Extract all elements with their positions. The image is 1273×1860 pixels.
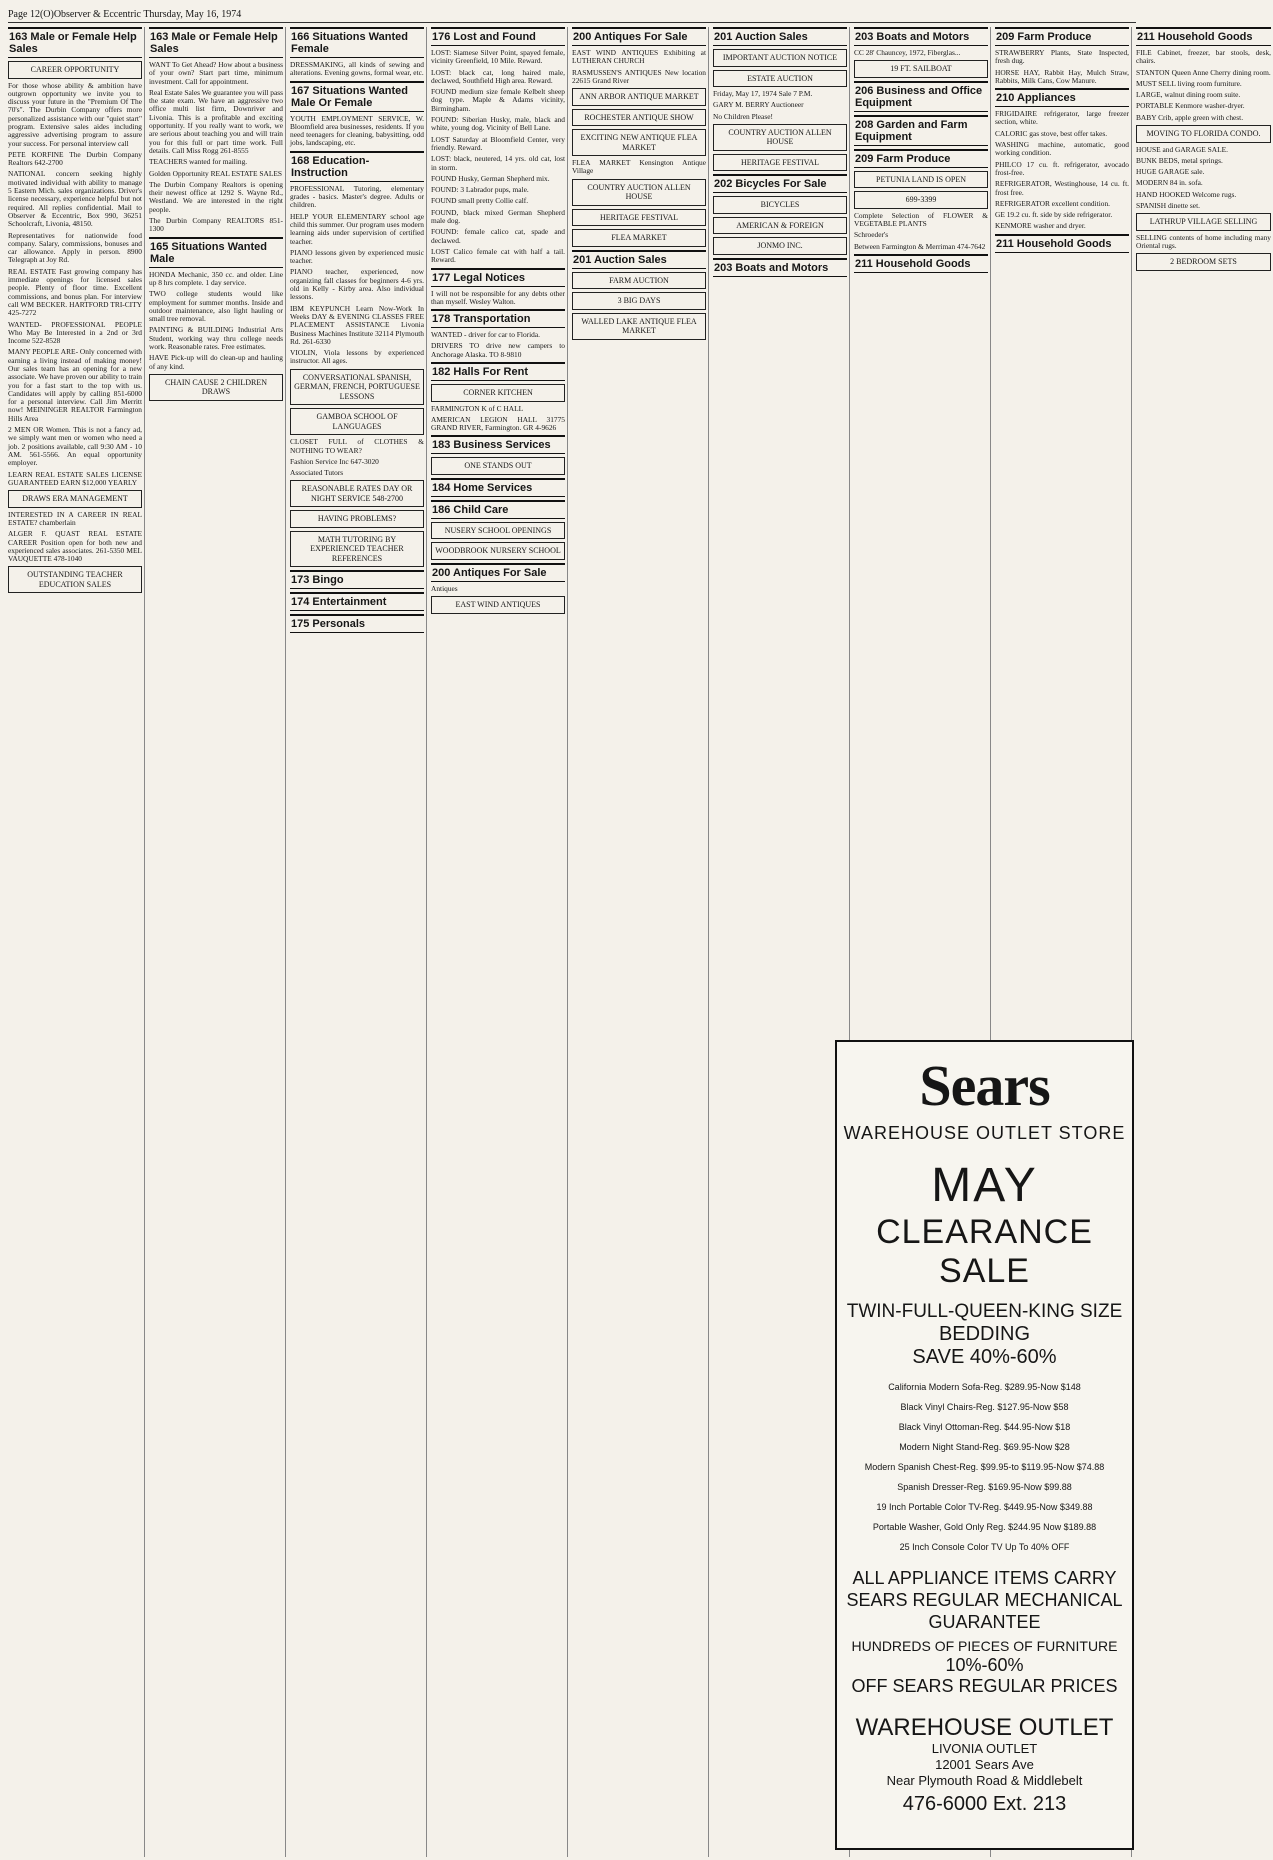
classified-column <box>431 27 568 1857</box>
section-header: 211 Household Goods <box>1136 27 1271 46</box>
classified-ad: REFRIGERATOR, Westinghouse, 14 cu. ft. frost free. <box>995 179 1129 197</box>
classified-column <box>149 27 286 1857</box>
classified-ad: WANTED- PROFESSIONAL PEOPLE Who May Be Interested in a 2nd or 3rd Income 522-8528 <box>8 319 142 346</box>
classified-ad: CALORIC gas stove, best offer takes. <box>995 128 1108 138</box>
classified-ad: MODERN 84 in. sofa. <box>1136 178 1203 188</box>
display-ad: FLEA MARKET <box>572 229 706 247</box>
display-ad: NUSERY SCHOOL OPENINGS <box>431 522 565 540</box>
display-ad: EXCITING NEW ANTIQUE FLEA MARKET <box>572 129 706 156</box>
classified-ad: HAVE Pick-up will do clean-up and hauling of any kind. <box>149 353 283 371</box>
section-header: 210 Appliances <box>995 88 1129 107</box>
display-ad: HERITAGE FESTIVAL <box>713 154 847 172</box>
sears-phone: 476-6000 Ext. 213 <box>902 1793 1067 1815</box>
classified-ad: BUNK BEDS, metal springs. <box>1136 155 1223 165</box>
classified-ad: HELP YOUR ELEMENTARY school age child this summer. Our program uses modern learning aids under supervision of certified teacher. <box>290 211 424 246</box>
display-ad: DRAWS ERA MANAGEMENT <box>8 490 142 508</box>
section-header: 200 Antiques For Sale <box>572 27 706 46</box>
classified-ad: PORTABLE Kenmore washer-dryer. <box>1136 101 1245 111</box>
classified-ad: BABY Crib, apple green with chest. <box>1136 112 1244 122</box>
classified-ad: HORSE HAY, Rabbit Hay, Mulch Straw, Rabbits, Milk Cans, Cow Manure. <box>995 67 1129 85</box>
sears-bedding: BEDDING <box>938 1323 1031 1345</box>
classified-ad: Friday, May 17, 1974 Sale 7 P.M. <box>713 89 813 98</box>
sears-directions: Near Plymouth Road & Middlebelt <box>886 1773 1083 1788</box>
sears-item: Spanish Dresser-Reg. $169.95-Now $99.88 <box>897 1482 1072 1492</box>
classified-ad: FOUND, black mixed German Shepherd male dog. <box>431 207 565 226</box>
classified-ad: LOST: Siamese Silver Point, spayed female, vicinity Greenfield, 10 Mile. Reward. <box>431 48 565 66</box>
section-header: 186 Child Care <box>431 500 565 519</box>
display-ad: CONVERSATIONAL SPANISH, GERMAN, FRENCH, PORTUGUESE LESSONS <box>290 369 424 406</box>
section-header: 168 Education-Instruction <box>290 151 424 182</box>
classified-column <box>713 27 850 1857</box>
classified-column <box>8 27 145 1857</box>
display-ad: 19 FT. SAILBOAT <box>854 60 988 78</box>
classified-ad: TEACHERS wanted for mailing. <box>149 157 248 167</box>
classified-ad: GARY M. BERRY Auctioneer <box>713 100 804 110</box>
classified-ad: WASHING machine, automatic, good working condition. <box>995 140 1129 158</box>
section-header: 211 Household Goods <box>854 254 988 273</box>
classified-ad: HOUSE and GARAGE SALE. <box>1136 144 1228 154</box>
classified-column <box>572 27 709 1857</box>
display-ad: MOVING TO FLORIDA CONDO. <box>1136 125 1271 143</box>
classified-ad: HAND HOOKED Welcome rugs. <box>1136 189 1237 199</box>
sears-store-line: WAREHOUSE OUTLET STORE <box>843 1123 1126 1143</box>
classified-ad: HONDA Mechanic, 350 cc. and older. Line up 8 hrs complete. 1 day service. <box>149 269 283 287</box>
sears-advertisement <box>835 1040 1134 1850</box>
section-header: 209 Farm Produce <box>854 149 988 168</box>
display-ad: BICYCLES <box>713 196 847 214</box>
sears-item: Modern Spanish Chest-Reg. $99.95-to $119.95-Now $74.88 <box>864 1462 1105 1472</box>
section-header: 201 Auction Sales <box>572 250 706 269</box>
sears-item: Black Vinyl Ottoman-Reg. $44.95-Now $18 <box>898 1422 1071 1432</box>
classified-ad: PIANO teacher, experienced, now organizing fall classes for beginners 4-6 yrs. old in Kelly - Kirby area. Also individual lessons. <box>290 267 424 302</box>
classified-ad: FOUND: female calico cat, spade and declawed. <box>431 227 565 245</box>
classified-ad: NATIONAL concern seeking highly motivated individual with ability to manage 5 Eastern Mich. sales organizations. Driver's license necessary, experience helpful but not required. All replies confidential. Mail to Observer & Eccentric, Box 990, 36251 Schoolcraft, Livonia, 48150. <box>8 169 142 229</box>
display-ad: WOODBROOK NURSERY SCHOOL <box>431 542 565 560</box>
display-ad: AMERICAN & FOREIGN <box>713 217 847 235</box>
display-ad: WALLED LAKE ANTIQUE FLEA MARKET <box>572 313 706 340</box>
classified-ad: Golden Opportunity REAL ESTATE SALES <box>149 168 282 178</box>
sears-logo: Sears <box>919 1053 1050 1118</box>
display-ad: 2 BEDROOM SETS <box>1136 253 1271 271</box>
classified-ad: EAST WIND ANTIQUES Exhibiting at LUTHERAN CHURCH <box>572 48 706 66</box>
sears-sizes: TWIN-FULL-QUEEN-KING SIZE <box>846 1301 1123 1322</box>
classified-ad: No Children Please! <box>713 111 773 121</box>
classified-ad: PAINTING & BUILDING Industrial Arts Student, working way thru college needs work. Reasonable rates. Free estimates. <box>149 325 283 352</box>
classified-ad: DRESSMAKING, all kinds of sewing and alterations. Evening gowns, formal wear, etc. <box>290 60 424 78</box>
classified-ad: FOUND small pretty Collie calf. <box>431 196 529 206</box>
display-ad: CORNER KITCHEN <box>431 384 565 402</box>
classified-ad: Associated Tutors <box>290 468 344 478</box>
masthead: Page 12(O)Observer & Eccentric Thursday, May 16, 1974 <box>8 8 1136 23</box>
section-header: 184 Home Services <box>431 478 565 497</box>
classified-ad: FOUND medium size female Kelbelt sheep dog type. Maple & Adams vicinity, Birmingham. <box>431 87 565 113</box>
classified-ad: IBM KEYPUNCH Learn Now-Work In Weeks DAY & EVENING CLASSES FREE PLACEMENT ASSISTANCE Livonia Business Machines Institute 32114 Plymouth Rd. 261-6330 <box>290 303 424 346</box>
display-ad: 699-3399 <box>854 191 988 209</box>
sears-address: 12001 Sears Ave <box>935 1757 1034 1772</box>
sears-item: Black Vinyl Chairs-Reg. $127.95-Now $58 <box>900 1402 1069 1412</box>
classified-ad: SELLING contents of home including many Oriental rugs. <box>1136 232 1271 251</box>
section-header: 200 Antiques For Sale <box>431 563 565 582</box>
classified-ad: PHILCO 17 cu. ft. refrigerator, avocado frost-free. <box>995 159 1129 177</box>
classified-ad: The Durbin Company Realtors is opening their newest office at 1292 S. Wayne Rd., Westland. We are interested in the right people. <box>149 179 283 214</box>
classified-ad: FRIGIDAIRE refrigerator, large freezer section, white. <box>995 109 1129 127</box>
display-ad: EAST WIND ANTIQUES <box>431 596 565 614</box>
section-header: 163 Male or Female Help Sales <box>8 27 142 58</box>
classified-ad: Real Estate Sales We guarantee you will pass the state exam. We have an aggressive two office multi list firm, Downriver and Livonia. This is a profitable and exciting opportunity. If you really want to work, we are serious about teaching you and will train you for this full or part time work. Full details. Call Miss Rogg 261-8555 <box>149 87 283 155</box>
display-ad: MATH TUTORING BY EXPERIENCED TEACHER REFERENCES <box>290 531 424 568</box>
classified-ad: WANTED - driver for car to Florida. <box>431 330 540 340</box>
section-header: 183 Business Services <box>431 435 565 454</box>
classified-ad: RASMUSSEN'S ANTIQUES New location 22615 Grand River <box>572 67 706 85</box>
classified-ad: REAL ESTATE Fast growing company has immediate openings for licensed sales people. Plenty of floor time. Excellent commissions, and bonus plan. For interview call WM BECKER. HARTFORD TRI-CITY 425-7272 <box>8 266 142 318</box>
classified-ad: CLOSET FULL of CLOTHES & NOTHING TO WEAR? <box>290 437 424 455</box>
section-header: 165 Situations Wanted Male <box>149 237 283 268</box>
classified-ad: LOST: black cat, long haired male, declawed, Southfield High area. Reward. <box>431 67 565 85</box>
classified-ad: LOST Saturday at Bloomfield Center, very friendly. Reward. <box>431 134 565 152</box>
sears-item: 19 Inch Portable Color TV-Reg. $449.95-Now $349.88 <box>876 1502 1093 1512</box>
sears-outlet-title: WAREHOUSE OUTLET <box>855 1714 1114 1741</box>
display-ad: HAVING PROBLEMS? <box>290 510 424 528</box>
display-ad: LATHRUP VILLAGE SELLING <box>1136 213 1271 231</box>
display-ad: CAREER OPPORTUNITY <box>8 61 142 79</box>
sears-outlet-name: LIVONIA OUTLET <box>931 1741 1038 1756</box>
classified-ad: VIOLIN, Viola lessons by experienced instructor. All ages. <box>290 348 424 366</box>
classified-ad: FARMINGTON K of C HALL <box>431 403 524 413</box>
sears-item: Portable Washer, Gold Only Reg. $244.95 Now $189.88 <box>872 1522 1097 1532</box>
sears-furniture-line: HUNDREDS OF PIECES OF FURNITURE <box>851 1638 1118 1654</box>
display-ad: PETUNIA LAND IS OPEN <box>854 171 988 189</box>
section-header: 173 Bingo <box>290 570 424 589</box>
display-ad: COUNTRY AUCTION ALLEN HOUSE <box>713 124 847 151</box>
section-header: 178 Transportation <box>431 309 565 328</box>
sears-item-list <box>847 1377 1122 1557</box>
sears-clearance: CLEARANCE SALE <box>876 1213 1093 1290</box>
sears-appliance-guarantee: ALL APPLIANCE ITEMS CARRY SEARS REGULAR MECHANICAL GUARANTEE <box>846 1568 1123 1632</box>
classified-ad: PIANO lessons given by experienced music teacher. <box>290 247 424 266</box>
classified-ad: SPANISH dinette set. <box>1136 201 1200 211</box>
display-ad: CHAIN CAUSE 2 CHILDREN DRAWS <box>149 374 283 401</box>
classified-ad: FOUND: Siberian Husky, male, black and white, young dog. Vicinity of Bell Lane. <box>431 115 565 133</box>
classified-ad: AMERICAN LEGION HALL 31775 GRAND RIVER, Farmington. GR 4-9626 <box>431 414 565 433</box>
display-ad: FARM AUCTION <box>572 272 706 290</box>
classified-ad: 2 MEN OR Women. This is not a fancy ad, we simply want men or women who need a job. 2 positions available, call 9:30 AM - 10 AM. 561-5566. An equal opportunity employer. <box>8 425 142 468</box>
classified-column <box>1136 27 1273 1857</box>
classified-ad: PETE KORFINE The Durbin Company Realtors 642-2700 <box>8 149 142 168</box>
classified-ad: LEARN REAL ESTATE SALES LICENSE GUARANTEED EARN $12,000 YEARLY <box>8 469 142 487</box>
classified-ad: I will not be responsible for any debts other than myself. Wesley Walton. <box>431 288 565 306</box>
classified-ad: Schroeder's <box>854 230 889 240</box>
display-ad: JONMO INC. <box>713 237 847 255</box>
classified-ad: DRIVERS TO drive new campers to Anchorage Alaska. TO 8-9810 <box>431 341 565 359</box>
classified-ad: INTERESTED IN A CAREER IN REAL ESTATE? chamberlain <box>8 509 142 527</box>
display-ad: 3 BIG DAYS <box>572 292 706 310</box>
display-ad: REASONABLE RATES DAY OR NIGHT SERVICE 548-2700 <box>290 480 424 507</box>
section-header: 175 Personals <box>290 614 424 633</box>
section-header: 206 Business and Office Equipment <box>854 81 988 112</box>
classified-ad: WANT To Get Ahead? How about a business of your own? Start part time, minimum investment. Call for appointment. <box>149 60 283 86</box>
classified-ad: For those whose ability & ambition have outgrown opportunity we invite you to discuss your future in the "Premium Of The 70's". The Durbin Company offers more personalized assistance with our "quiet start" program. Extensive sales aides including aggressive advertising program to assure your success. For personal interview call <box>8 80 142 148</box>
section-header: 209 Farm Produce <box>995 27 1129 46</box>
classified-ad: LARGE, walnut dining room suite. <box>1136 90 1241 100</box>
section-header: 163 Male or Female Help Sales <box>149 27 283 58</box>
display-ad: HERITAGE FESTIVAL <box>572 209 706 227</box>
section-header: 203 Boats and Motors <box>854 27 988 46</box>
sears-month: MAY <box>931 1159 1038 1212</box>
classified-ad: Antiques <box>431 583 458 593</box>
classified-ad: PROFESSIONAL Tutoring, elementary grades - basics. Master's degree. Adults or children. <box>290 183 424 210</box>
classified-ad: REFRIGERATOR excellent condition. <box>995 198 1111 208</box>
classified-ad: FOUND Husky, German Shepherd mix. <box>431 173 550 183</box>
section-header: 202 Bicycles For Sale <box>713 174 847 193</box>
display-ad: ROCHESTER ANTIQUE SHOW <box>572 109 706 127</box>
classified-ad: Complete Selection of FLOWER & VEGETABLE PLANTS <box>854 210 988 229</box>
classified-ad: MUST SELL living room furniture. <box>1136 78 1242 88</box>
classified-ad: MANY PEOPLE ARE- Only concerned with earning a living instead of making money! Our sales team has an opening for a new associate. We have proven our ability to train you for a fast start to the top with us. Candidates will apply by calling 851-6000 for a personal interview. Call Jim Merritt now! MEININGER REALTOR Farmington Hills Area <box>8 347 142 423</box>
classified-ad: CC 28' Chauncey, 1972, Fiberglas... <box>854 48 961 57</box>
section-header: 211 Household Goods <box>995 234 1129 253</box>
section-header: 166 Situations Wanted Female <box>290 27 424 58</box>
classified-ad: HUGE GARAGE sale. <box>1136 167 1205 177</box>
display-ad: GAMBOA SCHOOL OF LANGUAGES <box>290 408 424 435</box>
sears-savings: SAVE 40%-60% <box>912 1346 1057 1368</box>
section-header: 208 Garden and Farm Equipment <box>854 115 988 146</box>
display-ad: IMPORTANT AUCTION NOTICE <box>713 49 847 67</box>
sears-item: 25 Inch Console Color TV Up To 40% OFF <box>899 1542 1070 1552</box>
section-header: 167 Situations Wanted Male Or Female <box>290 81 424 112</box>
display-ad: ANN ARBOR ANTIQUE MARKET <box>572 88 706 106</box>
section-header: 177 Legal Notices <box>431 268 565 287</box>
sears-item: California Modern Sofa-Reg. $289.95-Now $148 <box>888 1382 1081 1392</box>
section-header: 174 Entertainment <box>290 592 424 611</box>
display-ad: COUNTRY AUCTION ALLEN HOUSE <box>572 179 706 206</box>
section-header: 182 Halls For Rent <box>431 362 565 381</box>
classified-ad: STRAWBERRY Plants, State Inspected, fresh dug. <box>995 48 1129 66</box>
classified-ad: TWO college students would like employment for summer months. Inside and outdoor maintenance, also light hauling or small tree removal. <box>149 289 283 324</box>
classified-ad: YOUTH EMPLOYMENT SERVICE, W. Bloomfield area businesses, residents. If you need teenagers for cleaning, babysitting, odd jobs, landscaping, etc. <box>290 113 424 148</box>
classified-ad: FOUND: 3 Labrador pups, male. <box>431 185 529 195</box>
sears-percent: 10%-60% <box>945 1655 1024 1675</box>
classified-ad: The Durbin Company REALTORS 851-1300 <box>149 216 283 234</box>
display-ad: ESTATE AUCTION <box>713 70 847 88</box>
section-header: 176 Lost and Found <box>431 27 565 46</box>
classified-ad: Between Farmington & Merriman 474-7642 <box>854 241 986 251</box>
section-header: 201 Auction Sales <box>713 27 847 46</box>
classified-ad: FLEA MARKET Kensington Antique Village <box>572 158 706 176</box>
section-header: 203 Boats and Motors <box>713 258 847 277</box>
classified-ad: LOST: black, neutered, 14 yrs. old cat, lost in storm. <box>431 154 565 172</box>
classified-ad: KENMORE washer and dryer. <box>995 221 1086 231</box>
classified-ad: ALGER F. QUAST REAL ESTATE CAREER Position open for both new and experienced sales associates. 261-5350 MEL VAUQUETTE 478-1040 <box>8 529 142 564</box>
classified-ad: Fashion Service Inc 647-3020 <box>290 456 379 466</box>
sears-off-line: OFF SEARS REGULAR PRICES <box>851 1676 1118 1696</box>
classified-ad: FILE Cabinet, freezer, bar stools, desk, chairs. <box>1136 48 1271 66</box>
classified-ad: GE 19.2 cu. ft. side by side refrigerator. <box>995 210 1113 220</box>
classified-ad: Representatives for nationwide food company. Salary, commissions, bonuses and car allowance. Apply in person. 8900 Telegraph at Joy Rd. <box>8 230 142 265</box>
display-ad: OUTSTANDING TEACHER EDUCATION SALES <box>8 566 142 593</box>
classified-ad: LOST Calico female cat with half a tail. Reward. <box>431 246 565 265</box>
classified-column <box>290 27 427 1857</box>
display-ad: ONE STANDS OUT <box>431 457 565 475</box>
classified-ad: STANTON Queen Anne Cherry dining room. <box>1136 67 1271 77</box>
sears-item: Modern Night Stand-Reg. $69.95-Now $28 <box>899 1442 1070 1452</box>
